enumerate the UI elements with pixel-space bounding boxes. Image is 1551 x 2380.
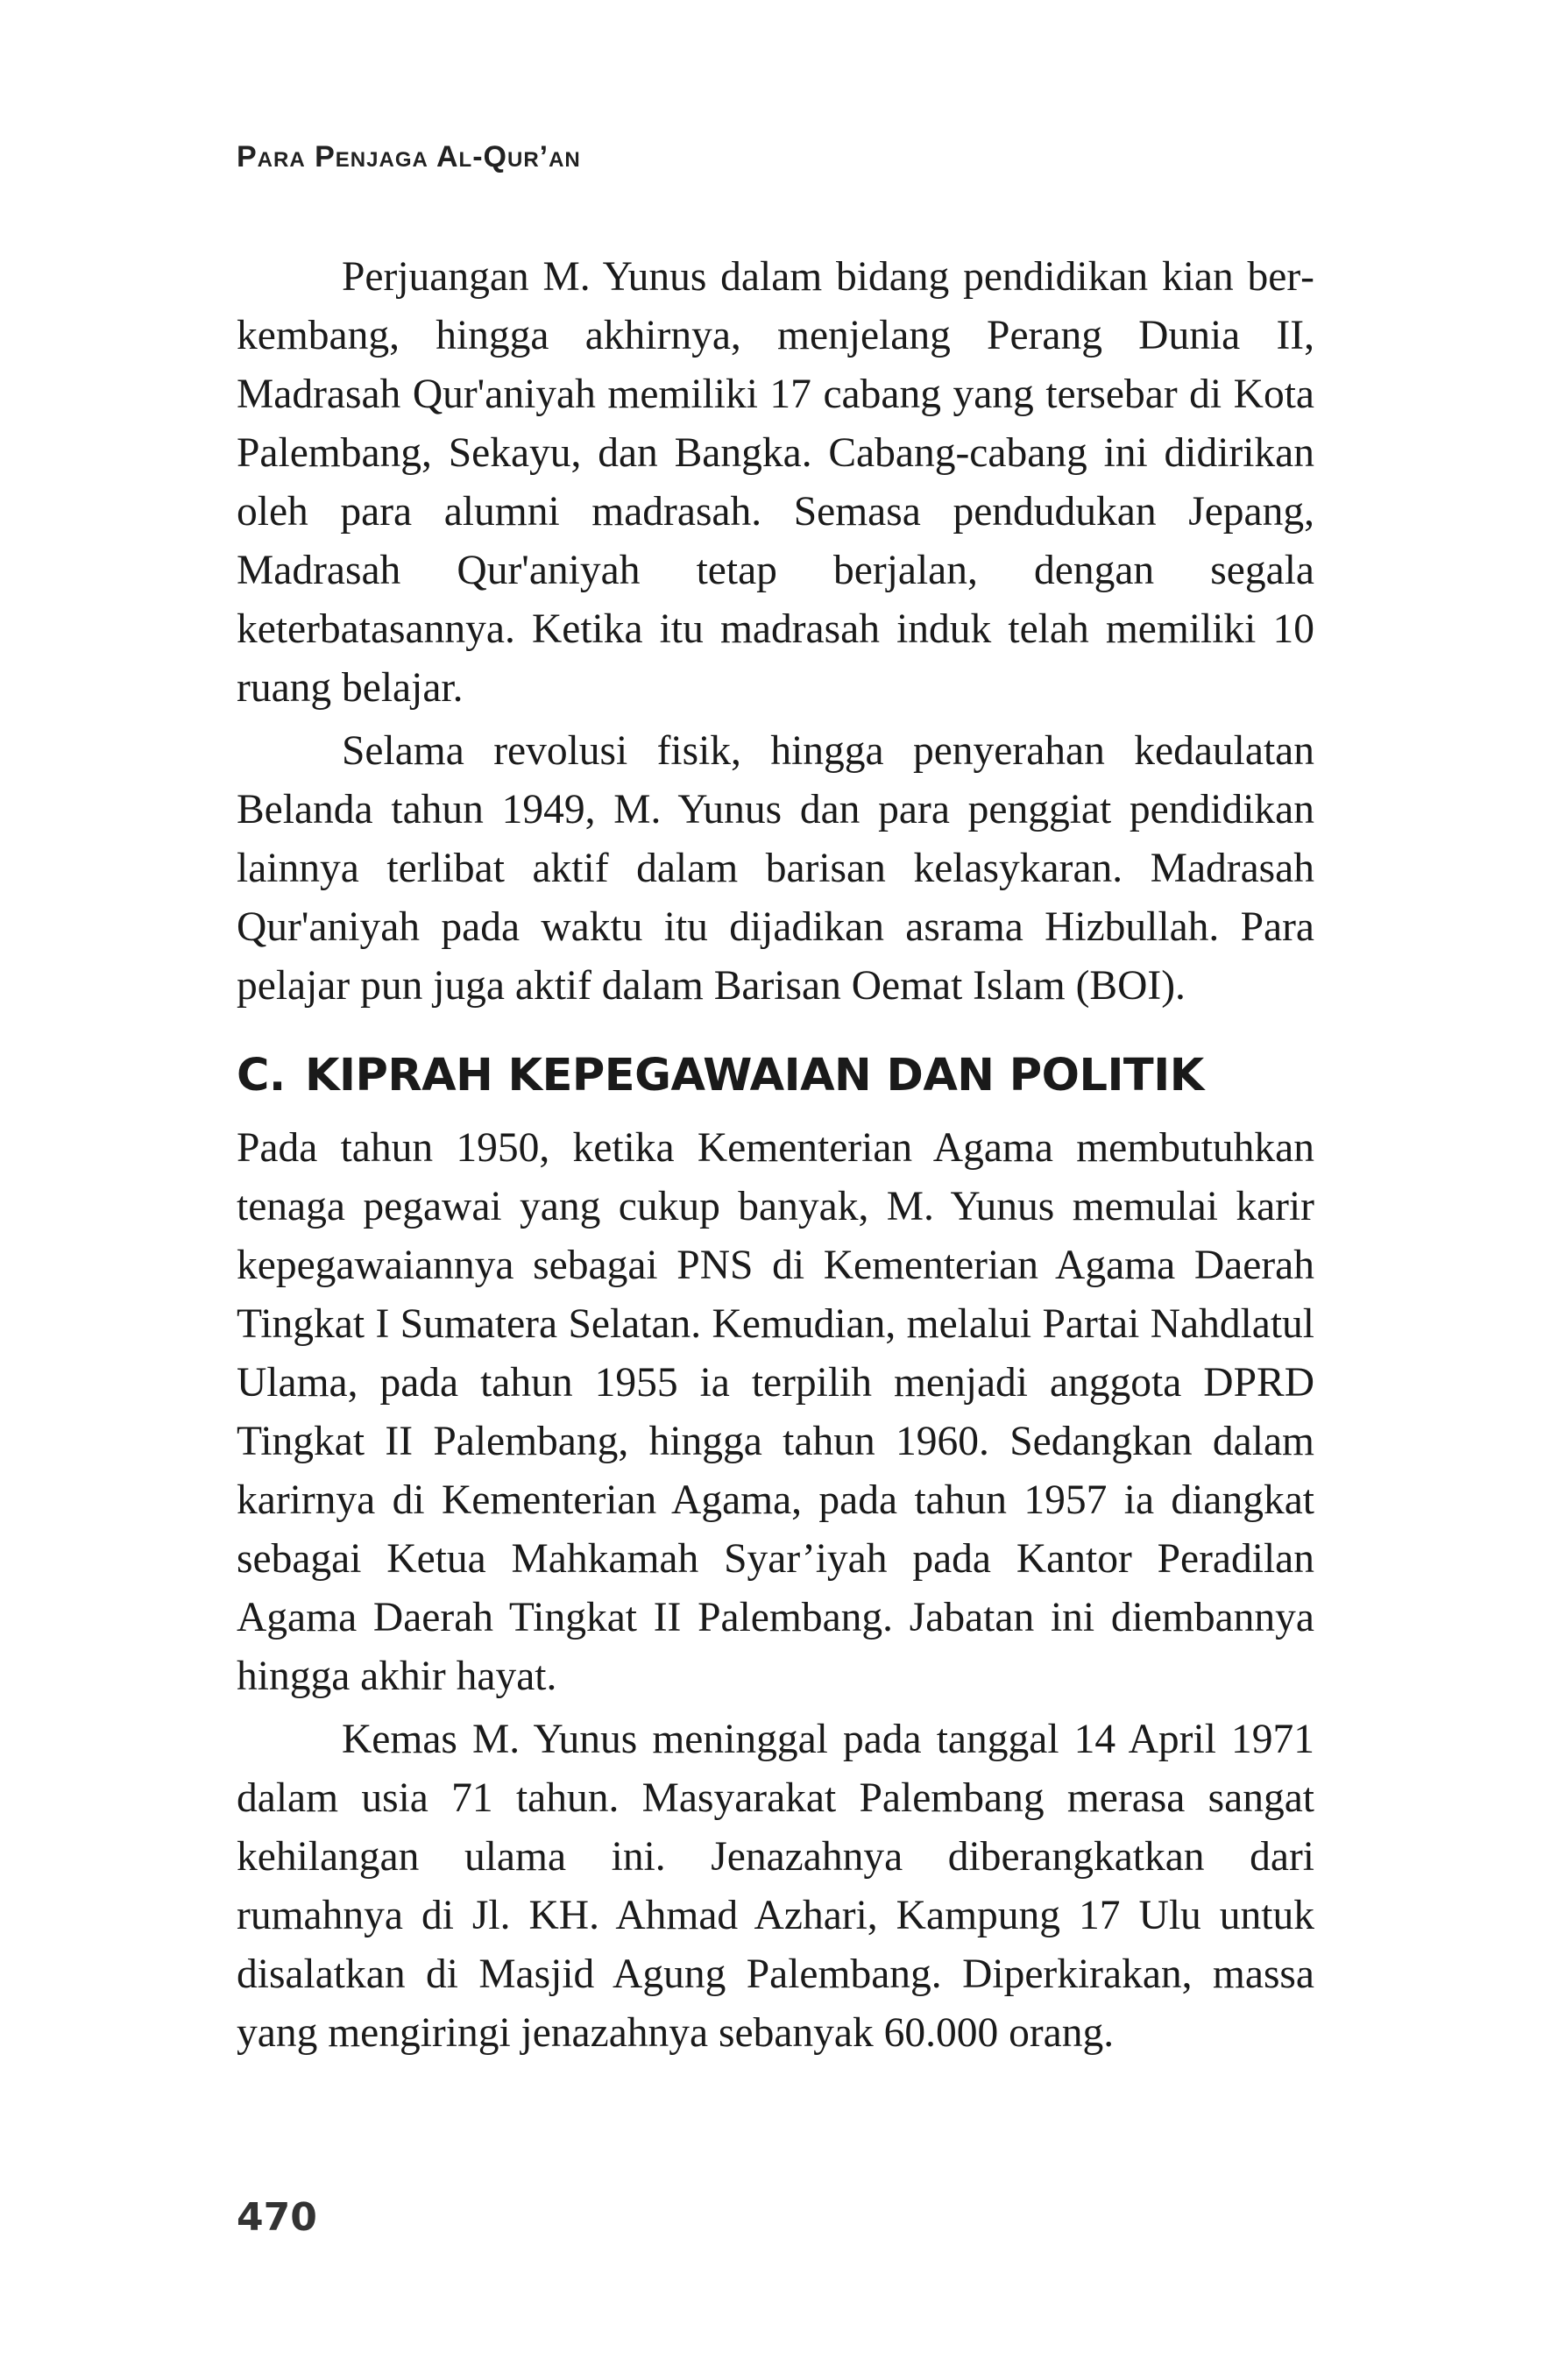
running-head: Para Penjaga Al-Qur’an [237,140,581,174]
section-title: KIPRAH KEPEGAWAIAN DAN POLITIK [305,1050,1204,1101]
paragraph: Pada tahun 1950, ketika Kementerian Agama membutuhkan tenaga pegawai yang cukup banyak, M. Yunus memulai karir kepegawaiannya sebagai PNS di Kementerian Agama Daerah Tingkat I Sumatera Selatan. Kemudian, melalui Partai Nahdlatul Ulama, pada tahun 1955 ia terpilih menjadi anggota DPRD Tingkat II Palembang, hingga tahun 1960. Sedangkan dalam karirnya di Kementerian Agama, pada tahun 1957 ia diangkat sebagai Ketua Mahkamah Syar’iyah pada Kantor Peradilan Agama Daerah Tingkat II Palembang. Jabatan ini diembannya hingga akhir hayat. [237,1125,1314,1699]
top-text-block [237,248,1314,1020]
page-number: 470 [237,2195,317,2240]
section-letter: C. [237,1050,286,1101]
paragraph: Perjuangan M. Yunus dalam bidang pendidikan kian berkembang, hingga akhirnya, menjelang Perang Dunia II, Madrasah Qur'aniyah memiliki 17 cabang yang tersebar di Kota Palembang, Sekayu, dan Bangka. Cabang-cabang ini didirikan oleh para alumni madrasah. Semasa pendudukan Jepang, Madrasah Qur'aniyah tetap berjalan, dengan segala keterbatasannya. Ketika itu madrasah induk telah memiliki 10 ruang belajar. [237,254,1314,711]
section-heading [237,1050,1204,1101]
paragraph: Kemas M. Yunus meninggal pada tanggal 14 April 1971 dalam usia 71 tahun. Masyarakat Palembang merasa sangat kehilangan ulama ini. Jenazahnya diberangkatkan dari rumahnya di Jl. KH. Ahmad Azhari, Kampung 17 Ulu untuk disalatkan di Masjid Agung Palembang. Diperkirakan, massa yang mengiringi jenazahnya sebanyak 60.000 orang. [237,1717,1314,2056]
section-text-block [237,1119,1314,2067]
paragraph: Selama revolusi fisik, hingga penyerahan kedaulatan Belanda tahun 1949, M. Yunus dan para penggiat pendidikan lainnya terlibat aktif dalam barisan kelasykaran. Madrasah Qur'aniyah pada waktu itu dijadikan asrama Hizbullah. Para pelajar pun juga aktif dalam Barisan Oemat Islam (BOI). [237,728,1314,1009]
